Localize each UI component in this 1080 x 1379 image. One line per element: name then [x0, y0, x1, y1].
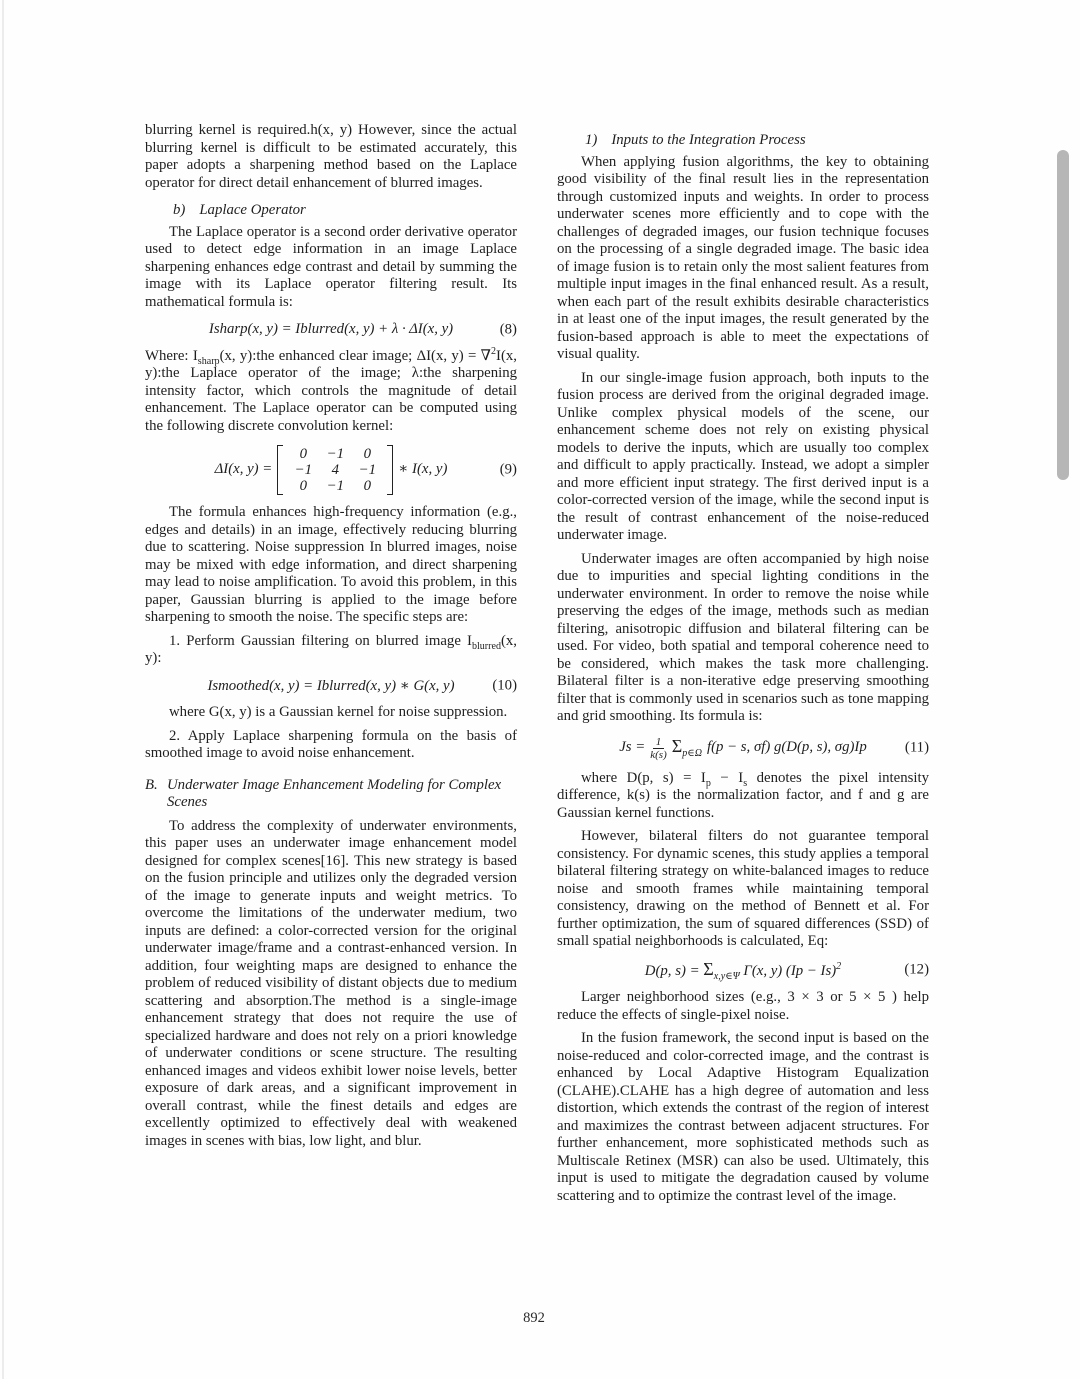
equation-11	[557, 736, 929, 761]
equation-9-lhs: ΔI(x, y) =	[214, 461, 273, 478]
paragraph-where-gaussian: where G(x, y) is a Gaussian kernel for noise suppression.	[169, 704, 508, 720]
matrix-cell: −1	[294, 462, 312, 478]
matrix-cell: 0	[299, 478, 307, 494]
where-pre: Where: I	[145, 347, 198, 364]
paragraph-fusion-key: When applying fusion algorithms, the key to obtaining good visibility of the final result lies in the representation through customized inputs and weights. In order to process underwater scenes more efficiently and to cope with the challenges of degraded images, our fusion technique focuses on the processing of a single degraded image. The basic idea of image fusion is to retain only the most salient features from multiple input images in the final enhanced result. As a result, when each part of the result exhibits desirable characteristics in at least one of the input images, the result generated by the fusion-based approach is able to meet the expectations of visual quality.	[557, 153, 929, 362]
where-sub-sharp: sharp	[197, 355, 220, 367]
paragraph-formula-enhances: The formula enhances high-frequency information (e.g., edges and details) in an image, effectively reducing blurring due to scattering. Noise suppression In blurred images, noise may be mixed with edge information, and direct sharpening may lead to noise amplification. To avoid this problem, in this paper, Gaussian blurring is applied to the image before sharpening to smooth the noise. The specific steps are:	[145, 504, 517, 625]
paragraph-underwater-noise: Underwater images are often accompanied by high noise due to impurities and special lighting conditions in the underwater environment. In order to remove the noise while preserving the edges of the image, methods such as median filtering, anisotropic diffusion and bilateral filtering can be used. For video, both spatial and temporal coherence need to be considered, which makes the task more challenging. Bilateral filter is a non-iterative edge preserving smoothing filter that is commonly used in scenarios such as tone mapping and grid smoothing. Its formula is:	[557, 550, 929, 724]
equation-8-number: (8)	[499, 321, 517, 337]
step1-pre: 1. Perform Gaussian filtering on blurred image I	[169, 632, 472, 649]
sigma-symbol: Σ	[671, 736, 683, 757]
section-B-title: Underwater Image Enhancement Modeling for Complex Scenes	[167, 776, 502, 810]
subsection-1-label: 1)	[585, 132, 598, 148]
fraction-denominator: k(s)	[650, 748, 667, 761]
where11-sub-s: s	[743, 777, 748, 789]
equation-8	[145, 321, 517, 339]
matrix-cell: 0	[363, 446, 371, 462]
subsection-heading-1	[557, 132, 929, 150]
paragraph-where-eq11	[557, 770, 929, 823]
equation-9-rhs: ∗ I(x, y)	[398, 461, 448, 478]
equation-12-body	[644, 958, 842, 982]
matrix-cell: 0	[363, 478, 371, 494]
paragraph-clahe: In the fusion framework, the second input is based on the noise-reduced and color-corrected image, and the contrast is enhanced by Local Adaptive Histogram Equalization (CLAHE).CLAHE has a high degree of automation and less distortion, which extends the contrast of the region of interest and maximizes the contrast between adjacent structures. For further enhancement, more sophisticated methods such as Multiscale Retinex (MSR) can also be used. Ultimately, this input is used to mitigate the degradation caused by volume scattering and to optimize the contrast level of the image.	[557, 1030, 929, 1204]
matrix-cell: 0	[299, 446, 307, 462]
equation-11-lhs: Js =	[619, 739, 646, 756]
paragraph-continuation: blurring kernel is required.h(x, y) However, since the actual blurring kernel is difficult to be estimated accurately, this paper adopts a sharpening method based on the Laplace operator for direct detail enhancement of blurred images.	[145, 122, 517, 191]
sigma-subscript: x,y∈Ψ	[713, 970, 740, 982]
scrollbar-thumb[interactable]	[1057, 150, 1069, 480]
where11-pre: where D(p, s) = I	[581, 769, 706, 786]
where-mid: (x, y):the enhanced clear image; ΔI(x, y) = ∇	[219, 347, 492, 364]
paragraph-temporal-consistency: However, bilateral filters do not guarantee temporal consistency. For dynamic scenes, this study applies a temporal bilateral filtering strategy on white-balanced images to reduce noise and smooth frames while maintaining temporal consistency, drawing on the method of Bennett et al. For further optimization, the sum of squared differences (SSD) of small spatial neighborhoods is calculated, Eq:	[557, 828, 929, 949]
equation-11-fraction	[650, 736, 667, 761]
matrix-cell: −1	[326, 446, 344, 462]
right-column	[557, 122, 929, 1211]
paragraph-larger-neighborhood: Larger neighborhood sizes (e.g., 3 × 3 or 5 × 5 ) help reduce the effects of single-pixel noise.	[557, 989, 929, 1023]
equation-8-body: Isharp(x, y) = Iblurred(x, y) + λ · ΔI(x, y)	[208, 321, 454, 337]
where11-post: denotes the pixel intensity difference, k(s) is the normalization factor, and f and g are Gaussian kernel functions.	[557, 769, 929, 821]
where-post: I(x, y):the Laplace operator of the image; λ:the sharpening intensity factor, which controls the magnitude of detail enhancement. The Laplace operator can be computed using the following discrete convolution kernel:	[145, 347, 517, 434]
equation-10-number: (10)	[492, 677, 517, 694]
matrix-cell: −1	[358, 462, 376, 478]
fraction-numerator: 1	[653, 736, 665, 749]
left-column	[145, 122, 517, 1156]
step-1	[145, 633, 517, 668]
step1-post: (x, y):	[145, 632, 517, 666]
subsection-title: Laplace Operator	[199, 202, 306, 218]
convolution-kernel-matrix	[277, 445, 393, 495]
subsection-label: b)	[173, 202, 186, 218]
step-2: 2. Apply Laplace sharpening formula on the basis of smoothed image to avoid noise enhancement.	[145, 727, 517, 761]
equation-11-rhs: f(p − s, σf) g(D(p, s), σg)Ip	[706, 739, 867, 756]
equation-9-number: (9)	[499, 461, 517, 478]
where11-sub-p: p	[705, 777, 711, 789]
equation-10	[145, 678, 517, 696]
section-heading-B	[145, 777, 517, 812]
paragraph-where-eq8	[145, 345, 517, 436]
equation-12-number: (12)	[904, 961, 929, 978]
section-B-label: B.	[145, 776, 158, 793]
paragraph-laplace-intro: The Laplace operator is a second order derivative operator used to detect edge information in an image Laplace sharpening enhances edge contrast and detail by summing the image with its Laplace operator filtering result. Its mathematical formula is:	[145, 223, 517, 310]
subsection-heading-b	[145, 202, 517, 220]
where11-mid: − I	[710, 769, 744, 786]
step1-sub-blurred: blurred	[471, 640, 501, 652]
equation-12-lhs: D(p, s) =	[644, 962, 704, 979]
equation-9	[145, 445, 517, 495]
equation-12-mid: Γ(x, y) (Ip − Is)	[739, 962, 837, 979]
equation-12-superscript: 2	[836, 960, 842, 972]
matrix-cells	[283, 445, 387, 495]
sigma-symbol: Σ	[703, 958, 714, 979]
equation-11-number: (11)	[904, 739, 929, 756]
matrix-cell: 4	[331, 462, 339, 478]
sigma-subscript: p∈Ω	[682, 748, 702, 760]
where-sup-2: 2	[491, 345, 497, 357]
equation-12	[557, 958, 929, 982]
paragraph-complex-scenes: To address the complexity of underwater environments, this paper uses an underwater image enhancement model designed for complex scenes[16]. This new strategy is based on the fusion principle and utilizes only the degraded version of the image to generate inputs and weight metrics. To overcome the limitations of the underwater medium, two inputs are defined: a color-corrected version for the original underwater image/frame and a contrast-enhanced version. In addition, four weighting maps are designed to enhance the problem of reduced visibility of distant objects due to medium scattering and absorption.The method is a single-image enhancement strategy that does not require the use of specialized hardware and does not rely on a priori knowledge of underwater conditions or scene structure. The resulting enhanced images and videos exhibit lower noise levels, better exposure of dark areas, and a significant improvement in overall contrast, while the finest details and edges are excellently optimized to effectively deal with weakened images in scenes with bias, low light, and blur.	[145, 817, 517, 1149]
subsection-1-title: Inputs to the Integration Process	[611, 132, 806, 148]
matrix-right-bracket	[387, 445, 393, 495]
page-number: 892	[523, 1310, 545, 1326]
equation-10-body: Ismoothed(x, y) = Iblurred(x, y) ∗ G(x, y)	[207, 677, 455, 694]
matrix-cell: −1	[326, 478, 344, 494]
paragraph-single-image-fusion: In our single-image fusion approach, both inputs to the fusion process are derived from the original degraded image. Unlike complex physical models of the scene, our enhancement scheme does not rely on existing physical models to derive the inputs, which are usually too complex and difficult to apply practically. Instead, we adopt a simpler and more efficient input strategy. The first derived input is a color-corrected version of the image, while the second input is the result of contrast enhancement of the noise-reduced underwater image.	[557, 369, 929, 543]
page-left-edge-line	[2, 0, 4, 1379]
equation-11-sum	[672, 738, 702, 758]
